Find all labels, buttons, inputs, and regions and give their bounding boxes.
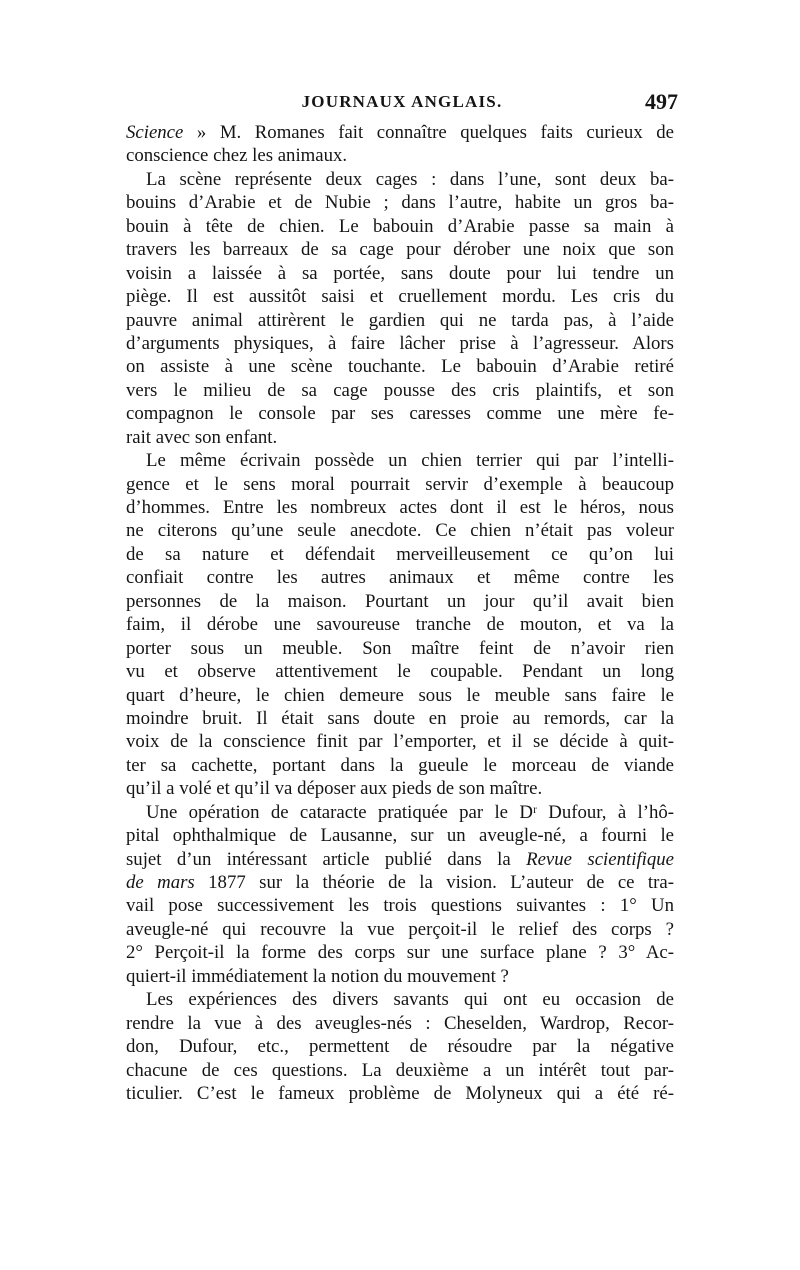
text-line: voisin a laissée à sa portée, sans doute pour lui tendre un: [126, 262, 674, 284]
text-line: pauvre animal attirèrent le gardien qui ne tarda pas, à l’aide: [126, 309, 674, 331]
paragraph-start-line: Le même écrivain possède un chien terrier qui par l’intelli-: [146, 450, 674, 472]
text-line: chacune de ces questions. La deuxième a un intérêt tout par-: [126, 1059, 674, 1081]
text-line: rendre la vue à des aveugles-nés : Cheselden, Wardrop, Recor-: [126, 1012, 674, 1034]
text-line: Science » M. Romanes fait connaître quelques faits curieux de: [126, 122, 674, 143]
text-line: sujet d’un intéressant article publié dans la Revue scientifique: [126, 848, 674, 870]
text-line: piège. Il est aussitôt saisi et cruellement mordu. Les cris du: [126, 286, 674, 308]
text-line: de sa nature et défendait merveilleusement ce qu’on lui: [126, 543, 674, 565]
text-line: 2° Perçoit-il la forme des corps sur une surface plane ? 3° Ac-: [126, 942, 674, 964]
text-line: quart d’heure, le chien demeure sous le meuble sans faire le: [126, 684, 674, 706]
text-line: moindre bruit. Il était sans doute en proie au remords, car la: [126, 707, 674, 729]
text-line: d’hommes. Entre les nombreux actes dont il est le héros, nous: [126, 497, 674, 518]
text-line: travers les barreaux de sa cage pour dérober une noix que son: [126, 239, 674, 261]
text-line: bouins d’Arabie et de Nubie ; dans l’autre, habite un gros ba-: [126, 192, 674, 214]
italic-text: de mars: [126, 872, 195, 893]
text-line: personnes de la maison. Pourtant un jour qu’il avait bien: [126, 590, 674, 612]
text-line: ter sa cachette, portant dans la gueule le morceau de viande: [126, 754, 674, 776]
text-line: qu’il a volé et qu’il va déposer aux pieds de son maître.: [126, 778, 543, 800]
text-line: pital ophthalmique de Lausanne, sur un aveugle-né, a fourni le: [126, 825, 674, 847]
italic-text: Science: [126, 122, 184, 143]
text-line: compagnon le console par ses caresses comme une mère fe-: [126, 403, 674, 425]
text-line: quiert-il immédiatement la notion du mouvement ?: [126, 965, 509, 987]
text-line: vu et observe attentivement le coupable. Pendant un long: [126, 661, 674, 683]
text-line: conscience chez les animaux.: [126, 145, 348, 167]
text-line: rait avec son enfant.: [126, 426, 278, 448]
text-line: faim, il dérobe une savoureuse tranche de mouton, et va la: [126, 614, 674, 636]
running-head: [126, 89, 678, 118]
text-line: on assiste à une scène touchante. Le babouin d’Arabie retiré: [126, 356, 674, 378]
body-text: [126, 121, 674, 1105]
paragraph-start-line: Les expériences des divers savants qui ont eu occasion de: [146, 989, 674, 1011]
text-line: confiait contre les autres animaux et même contre les: [126, 567, 674, 589]
page-number: 497: [645, 89, 678, 114]
running-title: JOURNAUX ANGLAIS.: [301, 92, 503, 111]
italic-text: Revue scientifique: [526, 848, 674, 870]
text-line: bouin à tête de chien. Le babouin d’Arabie passe sa main à: [126, 215, 674, 237]
text-line: porter sous un meuble. Son maître feint de n’avoir rien: [126, 637, 674, 659]
text-line: voix de la conscience finit par l’emporter, et il se décide à quit-: [126, 731, 674, 753]
paragraph-start-line: La scène représente deux cages : dans l’une, sont deux ba-: [146, 168, 674, 190]
text-line: ticulier. C’est le fameux problème de Molyneux qui a été ré-: [126, 1082, 674, 1104]
paragraph-start-line: Une opération de cataracte pratiquée par le Dʳ Dufour, à l’hô-: [146, 801, 674, 823]
text-line: ne citerons qu’une seule anecdote. Ce chien n’était pas voleur: [126, 520, 674, 542]
text-line: gence et le sens moral pourrait servir d’exemple à beaucoup: [126, 473, 674, 495]
text-line: vail pose successivement les trois questions suivantes : 1° Un: [126, 895, 674, 917]
text-line: vers le milieu de sa cage pousse des cris plaintifs, et son: [126, 379, 674, 401]
text-line: don, Dufour, etc., permettent de résoudre par la négative: [126, 1036, 674, 1058]
text-line: d’arguments physiques, à faire lâcher prise à l’agresseur. Alors: [126, 332, 674, 354]
text-line: aveugle-né qui recouvre la vue perçoit-il le relief des corps ?: [126, 918, 674, 940]
text-line: de mars 1877 sur la théorie de la vision. L’auteur de ce tra-: [126, 872, 674, 893]
